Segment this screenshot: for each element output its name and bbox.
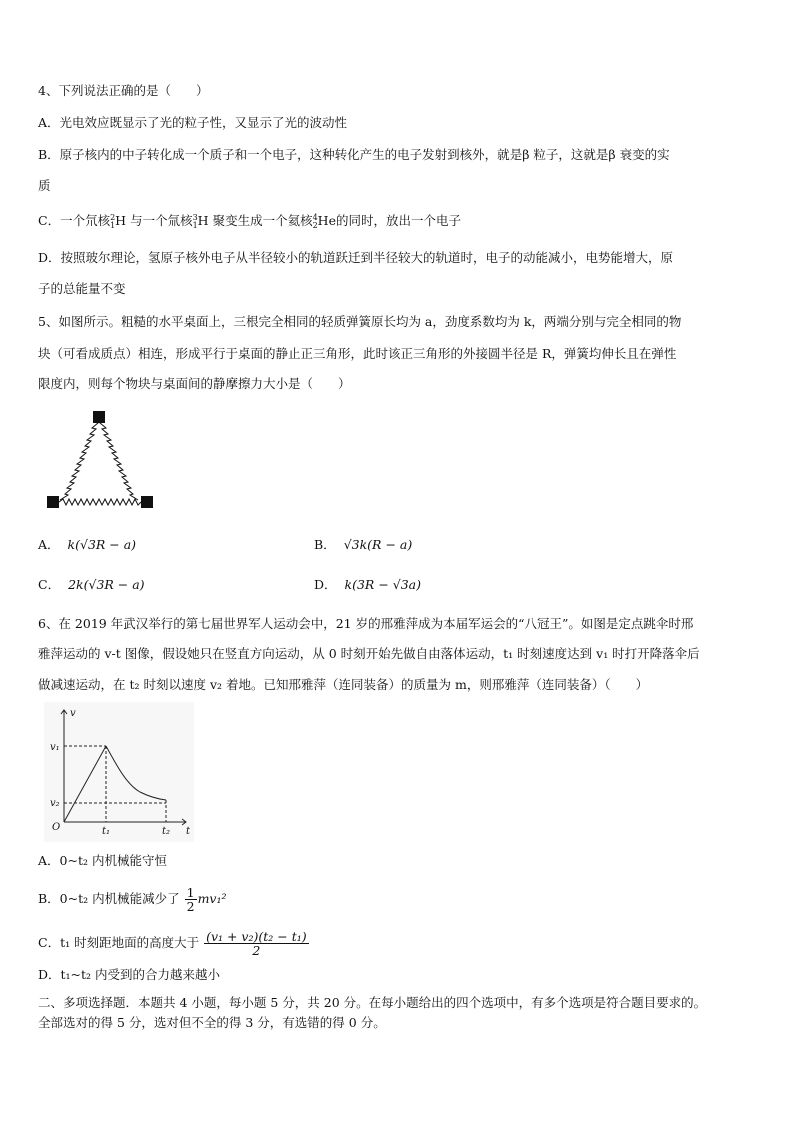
q6-option-a: A．0~t₂ 内机械能守恒 [38,853,167,868]
q6-stem-line2: 雅萍运动的 v-t 图像，假设她只在竖直方向运动，从 0 时刻开始先做自由落体运动，t₁ 时刻速度达到 v₁ 时打开降落伞后 [38,646,700,661]
section2-instructions-line2: 全部选对的得 5 分，选对但不全的得 3 分，有选错的得 0 分。 [38,1015,386,1030]
fraction-numerator: 1 [186,885,195,900]
q4-option-b-line1: B．原子核内的中子转化成一个质子和一个电子，这种转化产生的电子发射到核外，就是β 粒子，这就是β 衰变的实 [38,147,670,162]
q5-stem-line3: 限度内，则每个物块与桌面间的静摩擦力大小是（ ） [38,376,351,391]
v2-label: v₂ [50,798,60,809]
block-top [93,411,105,423]
v1-label: v₁ [50,742,60,753]
q4-option-d-line1: D．按照玻尔理论，氢原子核外电子从半径较小的轨道跃迁到半径较大的轨道时，电子的动能减小，电势能增大，原 [38,250,674,265]
q4-stem: 4、下列说法正确的是（ ） [38,83,209,98]
spring-right [100,418,138,500]
q4-option-c [38,212,461,230]
q5-option-b-label: B． [314,537,336,552]
t-axis-label: t [186,826,191,837]
q4-option-c-mid1: 与一个氚核 [130,213,193,228]
fraction-numerator: (v₁ + v₂)(t₂ − t₁) [206,929,307,944]
spring-triangle-figure [40,405,165,515]
q5-option-d-expr: k(3R − √3a) [344,577,422,592]
q6-option-d: D．t₁~t₂ 内受到的合力越来越小 [38,967,221,982]
q5-option-a-label: A． [38,537,60,552]
origin-label: O [52,822,61,833]
q5-option-c [38,576,145,594]
t2-label: t₂ [162,826,171,837]
q4-option-b-line2: 质 [38,178,51,193]
q5-option-d-label: D． [314,577,337,592]
block-right [141,496,153,508]
q6-option-b-post: mv₁² [197,891,227,906]
tritium-symbol: 3 1 H [192,212,209,230]
section2-instructions-line1: 二、多项选择题．本题共 4 小题，每小题 5 分，共 20 分。在每小题给出的四个选项中，有多个选项是符合题目要求的。 [38,995,707,1010]
q5-option-b [314,536,412,554]
fraction-denominator: 2 [252,943,261,958]
vt-graph-figure [44,702,194,842]
q6-option-b-pre: B．0~t₂ 内机械能减少了 [38,891,180,906]
q5-option-a-expr: k(√3R − a) [67,537,137,552]
q6-option-c-pre: C．t₁ 时刻距地面的高度大于 [38,935,200,950]
q6-option-c [38,930,310,957]
q5-option-d [314,576,421,594]
q5-stem-line2: 块（可看成质点）相连，形成平行于桌面的静止正三角形，此时该正三角形的外接圆半径是 R，弹簧均伸长且在弹性 [38,346,677,361]
q6-stem-line1: 6、在 2019 年武汉举行的第七届世界军人运动会中，21 岁的邢雅萍成为本届军运会的“八冠王”。如图是定点跳伞时邢 [38,616,694,631]
q5-stem-line1: 5、如图所示。粗糙的水平桌面上，三根完全相同的轻质弹簧原长均为 a，劲度系数均为 k，两端分别与完全相同的物 [38,314,682,329]
q4-option-c-mid2: 聚变生成一个氦核 [212,213,313,228]
q6-stem-line3: 做减速运动，在 t₂ 时刻以速度 v₂ 着地。已知邢雅萍（连同装备）的质量为 m，则邢雅萍（连同装备）（ ） [38,677,649,692]
q6-option-b-fraction [185,886,197,913]
spring-bottom [59,499,141,505]
q5-option-c-expr: 2k(√3R − a) [68,577,145,592]
helium-symbol: 4 2 He [312,212,336,230]
fraction-denominator: 2 [186,899,195,914]
q5-option-a [38,536,136,554]
q5-option-c-label: C． [38,577,61,592]
q6-option-c-fraction [204,930,309,957]
block-left [47,496,59,508]
q4-option-c-pre: C．一个氘核 [38,213,111,228]
spring-left [60,418,98,500]
q4-option-c-post: 的同时，放出一个电子 [335,213,461,228]
t1-label: t₁ [102,826,111,837]
deuterium-symbol: 2 1 H [110,212,127,230]
q4-option-a: A．光电效应既显示了光的粒子性，又显示了光的波动性 [38,115,348,130]
v-axis-label: v [70,708,76,719]
q6-option-b [38,886,227,913]
q4-option-d-line2: 子的总能量不变 [38,281,126,296]
q5-option-b-expr: √3k(R − a) [343,537,413,552]
